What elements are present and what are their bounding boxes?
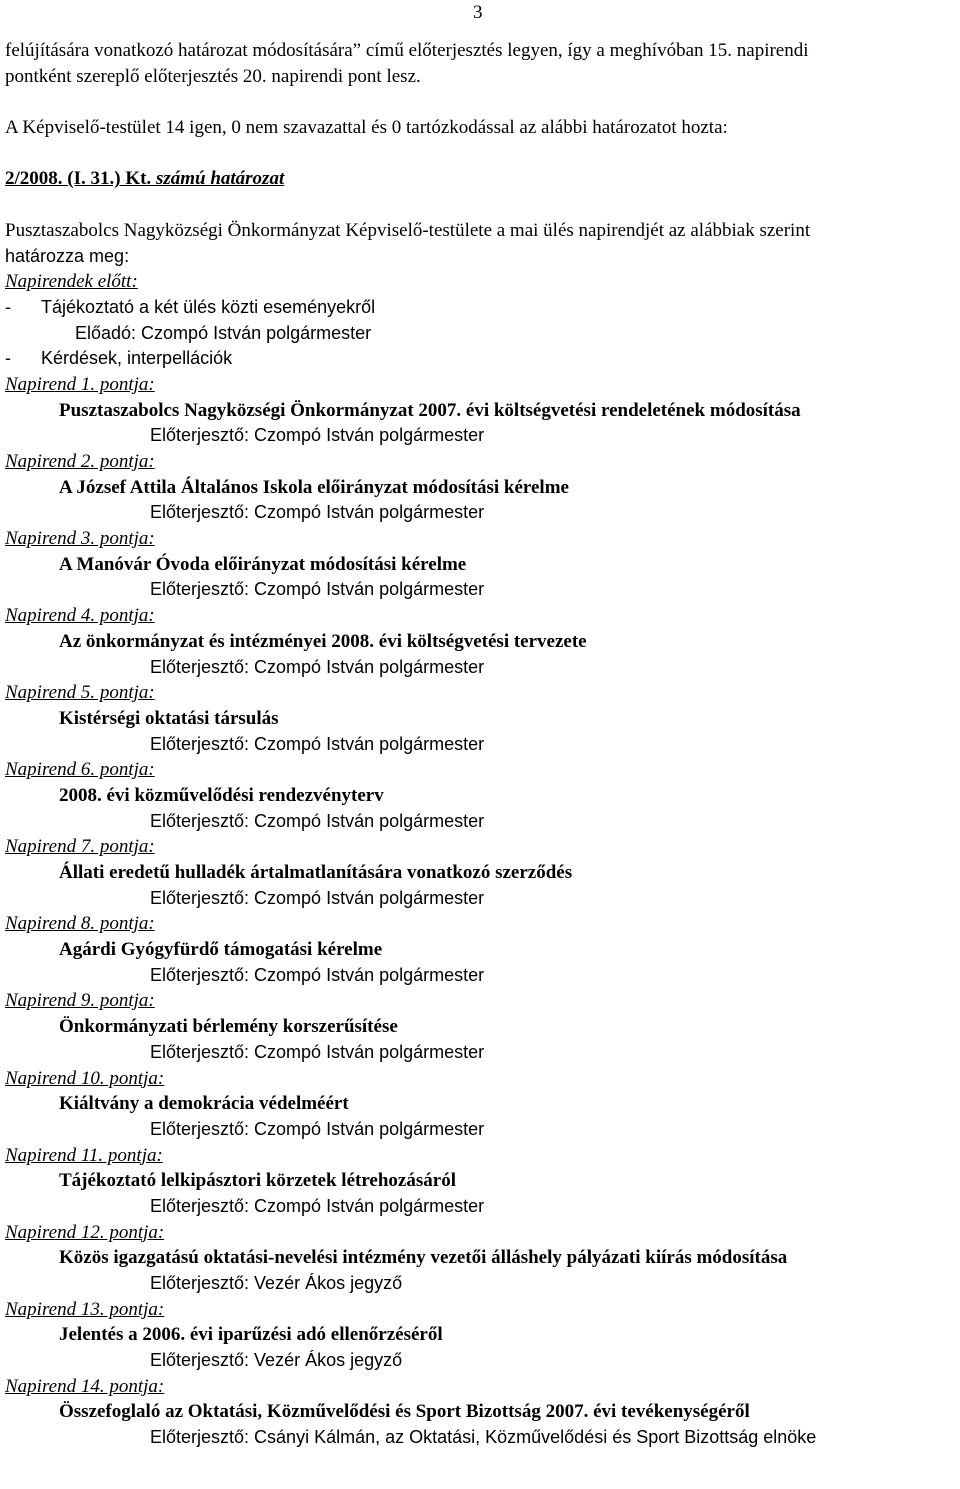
- page-number: 3: [473, 2, 483, 23]
- agenda-item-heading: Napirend 2. pontja:: [5, 451, 155, 472]
- agenda-item-heading: Napirend 14. pontja:: [5, 1375, 165, 1397]
- agenda-item-heading: Napirend 9. pontja:: [5, 990, 155, 1012]
- pre-agenda-presenter: Előadó: Czompó István polgármester: [75, 322, 372, 343]
- agenda-item-title: Összefoglaló az Oktatási, Közművelődési és Sport Bizottság 2007. évi tevékenységéről: [59, 1401, 750, 1423]
- agenda-item-title: A József Attila Általános Iskola előirányzat módosítási kérelme: [59, 476, 569, 498]
- agenda-item-title: Az önkormányzat és intézményei 2008. évi költségvetési tervezete: [59, 630, 587, 652]
- agenda-item-presenter: Előterjesztő: Czompó István polgármester: [150, 656, 485, 677]
- agenda-item-title: Kistérségi oktatási társulás: [59, 707, 279, 729]
- agenda-item-presenter: Előterjesztő: Czompó István polgármester: [150, 1041, 485, 1062]
- agenda-item-title: Pusztaszabolcs Nagyközségi Önkormányzat 2007. évi költségvetési rendeletének módosítása: [59, 399, 801, 421]
- intro-line-2: pontként szereplő előterjesztés 20. napirendi pont lesz.: [5, 65, 421, 87]
- pre-agenda-item: [5, 295, 955, 321]
- document-body: [5, 38, 955, 1451]
- agenda-item-heading: Napirend 4. pontja:: [5, 605, 155, 627]
- resolution-label: számú határozat: [155, 168, 285, 190]
- agenda-list: [5, 372, 955, 1451]
- agenda-item-title: Állati eredetű hulladék ártalmatlanítására vonatkozó szerződés: [59, 862, 573, 883]
- vote-statement: A Képviselő-testület 14 igen, 0 nem szavazattal és 0 tartózkodással az alábbi határozatot hozta:: [5, 117, 728, 139]
- agenda-item-heading: Napirend 12. pontja:: [5, 1221, 165, 1243]
- agenda-item-presenter: Előterjesztő: Czompó István polgármester: [150, 964, 485, 985]
- agenda-item-title: Önkormányzati bérlemény korszerűsítése: [59, 1016, 398, 1038]
- agenda-item-presenter: Előterjesztő: Czompó István polgármester: [150, 1118, 485, 1139]
- agenda-item-presenter: Előterjesztő: Csányi Kálmán, az Oktatási, Közművelődési és Sport Bizottság elnöke: [150, 1427, 817, 1448]
- agenda-item-heading: Napirend 6. pontja:: [5, 759, 155, 781]
- pre-agenda-item: [5, 346, 955, 372]
- agenda-item-presenter: Előterjesztő: Czompó István polgármester: [150, 502, 485, 523]
- agenda-item-presenter: Előterjesztő: Czompó István polgármester: [150, 1195, 485, 1216]
- agenda-item-heading: Napirend 11. pontja:: [5, 1144, 163, 1166]
- agenda-item-heading: Napirend 5. pontja:: [5, 682, 155, 704]
- resolution-title: [5, 166, 955, 192]
- agenda-item-heading: Napirend 13. pontja:: [5, 1298, 165, 1320]
- agenda-item-heading: Napirend 1. pontja:: [5, 373, 155, 395]
- body-line-2: határozza meg:: [5, 245, 130, 266]
- agenda-item-presenter: Előterjesztő: Vezér Ákos jegyző: [150, 1350, 403, 1371]
- agenda-item-heading: Napirend 8. pontja:: [5, 913, 155, 935]
- agenda-item-heading: Napirend 3. pontja:: [5, 528, 155, 550]
- agenda-item-presenter: Előterjesztő: Czompó István polgármester: [150, 887, 485, 908]
- agenda-item-presenter: Előterjesztő: Czompó István polgármester: [150, 810, 485, 831]
- agenda-item-title: 2008. évi közművelődési rendezvényterv: [59, 784, 384, 806]
- body-line-1: Pusztaszabolcs Nagyközségi Önkormányzat Képviselő-testülete a mai ülés napirendjét az alábbiak szerint: [5, 219, 811, 241]
- resolution-number: 2/2008. (I. 31.) Kt.: [5, 168, 152, 190]
- agenda-item-title: A Manóvár Óvoda előirányzat módosítási kérelme: [59, 553, 467, 575]
- agenda-item-title: Tájékoztató lelkipásztori körzetek létrehozásáról: [59, 1170, 456, 1192]
- agenda-item-presenter: Előterjesztő: Czompó István polgármester: [150, 579, 485, 600]
- agenda-item-heading: Napirend 7. pontja:: [5, 836, 155, 858]
- agenda-item-presenter: Előterjesztő: Vezér Ákos jegyző: [150, 1273, 403, 1293]
- list-dash: -: [5, 296, 11, 317]
- agenda-item-presenter: Előterjesztő: Czompó István polgármester: [150, 733, 485, 754]
- pre-agenda-item-text: Kérdések, interpellációk: [41, 348, 233, 369]
- agenda-item-heading: Napirend 10. pontja:: [5, 1067, 165, 1089]
- agenda-item-title: Jelentés a 2006. évi iparűzési adó ellenőrzéséről: [59, 1324, 443, 1346]
- agenda-item-title: Közös igazgatású oktatási-nevelési intézmény vezetői álláshely pályázati kiírás módosítása: [59, 1247, 788, 1269]
- list-dash: -: [5, 348, 11, 369]
- agenda-item-title: Agárdi Gyógyfürdő támogatási kérelme: [59, 939, 383, 961]
- intro-line-1: felújítására vonatkozó határozat módosítására” című előterjesztés legyen, így a meghívóban 15. napirendi: [5, 40, 809, 61]
- agenda-item-title: Kiáltvány a demokrácia védelméért: [59, 1093, 349, 1115]
- pre-agenda-heading: Napirendek előtt:: [5, 271, 138, 293]
- agenda-item-presenter: Előterjesztő: Czompó István polgármester: [150, 425, 485, 446]
- pre-agenda-item-text: Tájékoztató a két ülés közti eseményekről: [41, 296, 376, 317]
